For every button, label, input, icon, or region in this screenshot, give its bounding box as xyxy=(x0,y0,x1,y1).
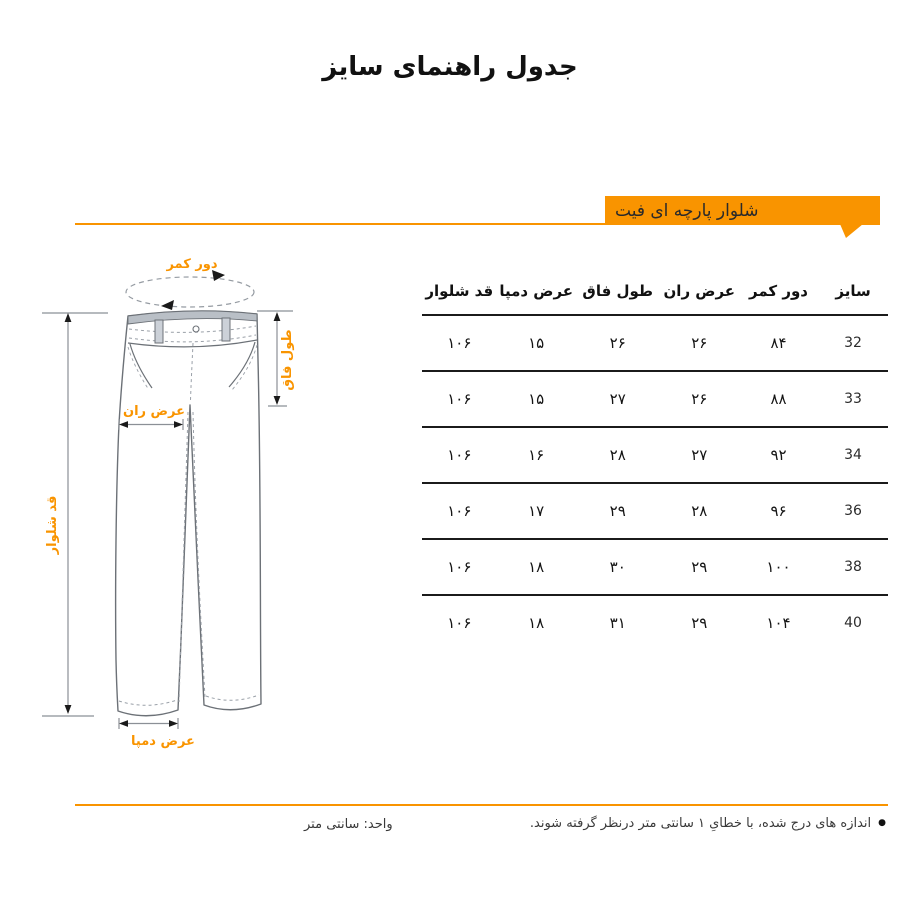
cell-thigh: ۲۶ xyxy=(660,315,739,371)
pants-outline xyxy=(116,311,261,716)
cell-length: ۱۰۶ xyxy=(447,614,472,632)
rise-label: طول فاق xyxy=(280,329,295,391)
waist-measure-ellipse xyxy=(126,277,254,307)
banner-rule-line xyxy=(75,223,605,225)
leg-opening-arrow-right xyxy=(169,720,178,727)
header-thigh: عرض ران xyxy=(660,268,739,315)
cell-thigh: ۲۶ xyxy=(660,371,739,427)
category-banner xyxy=(605,196,880,225)
table-row xyxy=(422,483,888,539)
cell-thigh: ۲۹ xyxy=(691,614,708,632)
table-header-row xyxy=(422,268,888,315)
category-banner-label: شلوار پارچه ای فیت xyxy=(615,200,759,221)
header-waist: دور کمر xyxy=(739,268,818,315)
length-arrow-down xyxy=(65,705,72,714)
cell-thigh: ۲۸ xyxy=(660,483,739,539)
table-row xyxy=(422,371,888,427)
cell-size: 32 xyxy=(818,315,888,371)
cell-size: 36 xyxy=(818,483,888,539)
cell-rise: ۲۸ xyxy=(576,427,660,483)
thigh-label: عرض ران xyxy=(122,404,186,419)
rise-arrow-down xyxy=(274,396,281,405)
belt-loop-right xyxy=(222,318,230,341)
cell-length: ۱۰۶ xyxy=(422,539,497,595)
cell-rise: ۲۷ xyxy=(576,371,660,427)
cell-rise: ۳۱ xyxy=(609,614,626,632)
cell-leg-opening: ۱۵ xyxy=(497,371,576,427)
footer-rule-line xyxy=(75,804,888,806)
cell-waist: ۸۴ xyxy=(739,315,818,371)
cell-leg-opening: ۱۷ xyxy=(497,483,576,539)
waist-button xyxy=(193,326,199,332)
cell-rise: ۳۰ xyxy=(576,539,660,595)
bullet-icon: ● xyxy=(878,818,886,828)
waist-arrowhead-left xyxy=(161,300,174,310)
cell-length: ۱۰۶ xyxy=(422,315,497,371)
cell-rise: ۲۹ xyxy=(576,483,660,539)
cell-waist: ۸۸ xyxy=(739,371,818,427)
table-row xyxy=(422,539,888,595)
cell-thigh: ۲۷ xyxy=(660,427,739,483)
waist-label: دور کمر xyxy=(166,257,218,272)
leg-opening-label: عرض دمپا xyxy=(131,734,195,749)
header-rise: طول فاق xyxy=(576,268,660,315)
footer-note xyxy=(530,816,886,831)
cell-size: 34 xyxy=(818,427,888,483)
cell-size: 40 xyxy=(844,615,862,631)
belt-loop-left xyxy=(155,320,163,343)
header-leg-opening: عرض دمپا xyxy=(497,268,576,315)
table-row xyxy=(422,595,888,650)
cell-leg-opening: ۱۵ xyxy=(497,315,576,371)
banner-tail-shape xyxy=(840,224,863,238)
size-table xyxy=(422,268,888,650)
length-arrow-up xyxy=(65,313,72,322)
cell-waist: ۱۰۴ xyxy=(766,614,791,632)
cell-rise: ۲۶ xyxy=(576,315,660,371)
cell-leg-opening: ۱۸ xyxy=(528,614,545,632)
length-label: قد شلوار xyxy=(45,495,60,555)
cell-size: 38 xyxy=(818,539,888,595)
cell-waist: ۹۲ xyxy=(739,427,818,483)
table-row xyxy=(422,315,888,371)
header-size: سایز xyxy=(818,268,888,315)
leg-opening-arrow-left xyxy=(119,720,128,727)
header-length: قد شلوار xyxy=(422,268,497,315)
footer-unit-text: واحد: سانتی متر xyxy=(304,817,393,832)
cell-size: 33 xyxy=(818,371,888,427)
footer-note-text: اندازه های درج شده، با خطایِ ۱ سانتی متر درنظر گرفته شوند. xyxy=(529,816,872,831)
cell-leg-opening: ۱۸ xyxy=(497,539,576,595)
cell-leg-opening: ۱۶ xyxy=(497,427,576,483)
cell-thigh: ۲۹ xyxy=(660,539,739,595)
pants-measurement-diagram xyxy=(30,240,320,770)
cell-length: ۱۰۶ xyxy=(422,427,497,483)
cell-waist: ۱۰۰ xyxy=(739,539,818,595)
page-title: جدول راهنمای سایز xyxy=(322,52,578,82)
cell-length: ۱۰۶ xyxy=(422,371,497,427)
cell-waist: ۹۶ xyxy=(739,483,818,539)
rise-arrow-up xyxy=(274,312,281,321)
table-row xyxy=(422,427,888,483)
cell-length: ۱۰۶ xyxy=(422,483,497,539)
